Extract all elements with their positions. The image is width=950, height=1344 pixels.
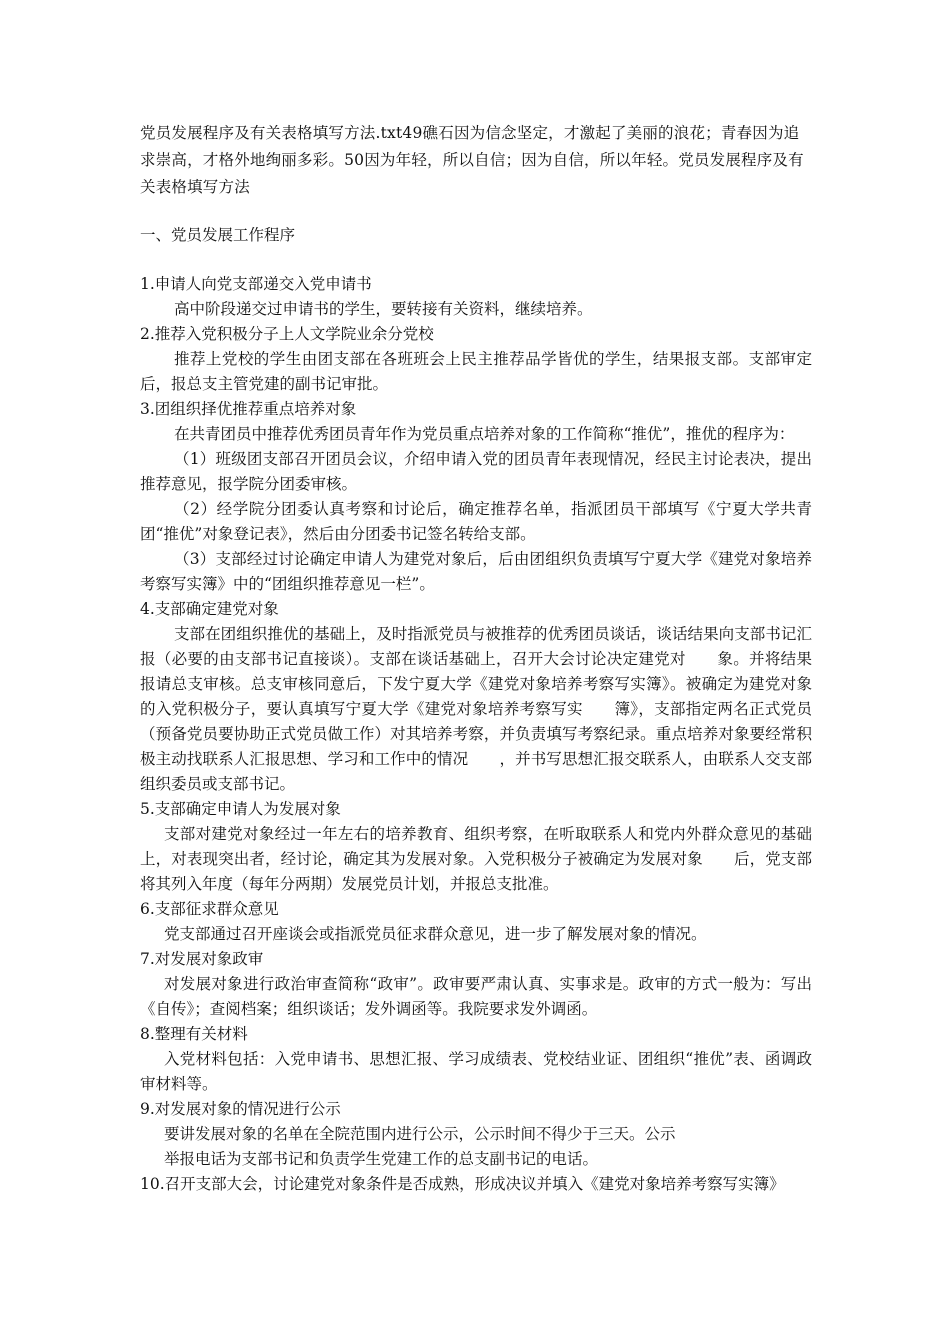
step-paragraph: 推荐上党校的学生由团支部在各班班会上民主推荐品学皆优的学生，结果报支部。支部审定后，报总支主管党建的副书记审批。 — [140, 350, 812, 393]
step-title: 7.对发展对象政审 — [140, 950, 264, 968]
step-3 — [140, 397, 812, 597]
step-8 — [140, 1022, 812, 1097]
step-title: 9.对发展对象的情况进行公示 — [140, 1100, 341, 1118]
step-5 — [140, 797, 812, 897]
step-paragraph: 党支部通过召开座谈会或指派党员征求群众意见，进一步了解发展对象的情况。 — [164, 925, 707, 943]
step-4 — [140, 597, 812, 797]
steps-list — [140, 272, 812, 1197]
step-9 — [140, 1097, 812, 1172]
intro-paragraph: 党员发展程序及有关表格填写方法.txt49礁石因为信念坚定，才激起了美丽的浪花；青春因为追求崇高，才格外地绚丽多彩。50因为年轻，所以自信；因为自信，所以年轻。党员发展程序及有关表格填写方法 — [140, 124, 804, 196]
step-title: 6.支部征求群众意见 — [140, 900, 279, 918]
step-subparagraph: （3）支部经过讨论确定申请人为建党对象后，后由团组织负责填写宁夏大学《建党对象培养考察写实簿》中的“团组织推荐意见一栏”。 — [140, 550, 812, 593]
step-paragraph: 支部在团组织推优的基础上，及时指派党员与被推荐的优秀团员谈话，谈话结果向支部书记汇报（必要的由支部书记直接谈）。支部在谈话基础上，召开大会讨论决定建党对 象。并将结果报请总支审核。总支审核同意后，下发宁夏大学《建党对象培养考察写实簿》。被确定为建党对象的入党积极分子，要认真填写宁夏大学《建党对象培养考察写实 簿》，支部指定两名正式党员（预备党员要协助正式党员做工作）对其培养考察，并负责填写考察纪录。重点培养对象要经常积极主动找联系人汇报思想、学习和工作中的情况 ，并书写思想汇报交联系人，由联系人交支部组织委员或支部书记。 — [140, 625, 812, 793]
step-title: 3.团组织择优推荐重点培养对象 — [140, 400, 357, 418]
step-title: 1.申请人向党支部递交入党申请书 — [140, 275, 372, 293]
step-6 — [140, 897, 812, 947]
step-7 — [140, 947, 812, 1022]
step-1 — [140, 272, 812, 322]
step-title: 4.支部确定建党对象 — [140, 600, 279, 618]
step-paragraph: 要讲发展对象的名单在全院范围内进行公示，公示时间不得少于三天。公示 — [164, 1125, 676, 1143]
step-subparagraph: （1）班级团支部召开团员会议，介绍申请入党的团员青年表现情况，经民主讨论表决，提出推荐意见，报学院分团委审核。 — [140, 450, 812, 493]
step-paragraph: 支部对建党对象经过一年左右的培养教育、组织考察，在听取联系人和党内外群众意见的基础上，对表现突出者，经讨论，确定其为发展对象。入党积极分子被确定为发展对象 后，党支部将其列入年度（每年分两期）发展党员计划，并报总支批准。 — [140, 825, 812, 893]
step-title: 2.推荐入党积极分子上人文学院业余分党校 — [140, 325, 434, 343]
step-paragraph: 高中阶段递交过申请书的学生，要转接有关资料，继续培养。 — [174, 300, 593, 318]
step-paragraph: 对发展对象进行政治审查简称“政审”。政审要严肃认真、实事求是。政审的方式一般为：写出《自传》；查阅档案；组织谈话；发外调函等。我院要求发外调函。 — [140, 975, 812, 1018]
step-subparagraph: （2）经学院分团委认真考察和讨论后，确定推荐名单，指派团员干部填写《宁夏大学共青团“推优”对象登记表》，然后由分团委书记签名转给支部。 — [140, 500, 812, 543]
step-title: 10.召开支部大会，讨论建党对象条件是否成熟，形成决议并填入《建党对象培养考察写实簿》 — [140, 1175, 785, 1193]
step-title: 5.支部确定申请人为发展对象 — [140, 800, 341, 818]
step-title: 8.整理有关材料 — [140, 1025, 248, 1043]
step-paragraph: 在共青团员中推荐优秀团员青年作为党员重点培养对象的工作简称“推优”，推优的程序为： — [174, 425, 795, 443]
step-paragraph: 举报电话为支部书记和负责学生党建工作的总支副书记的电话。 — [164, 1150, 599, 1168]
step-paragraph: 入党材料包括：入党申请书、思想汇报、学习成绩表、党校结业证、团组织“推优”表、函调政审材料等。 — [140, 1050, 812, 1093]
step-2 — [140, 322, 812, 397]
step-10 — [140, 1172, 812, 1197]
section-title: 一、党员发展工作程序 — [140, 226, 296, 244]
